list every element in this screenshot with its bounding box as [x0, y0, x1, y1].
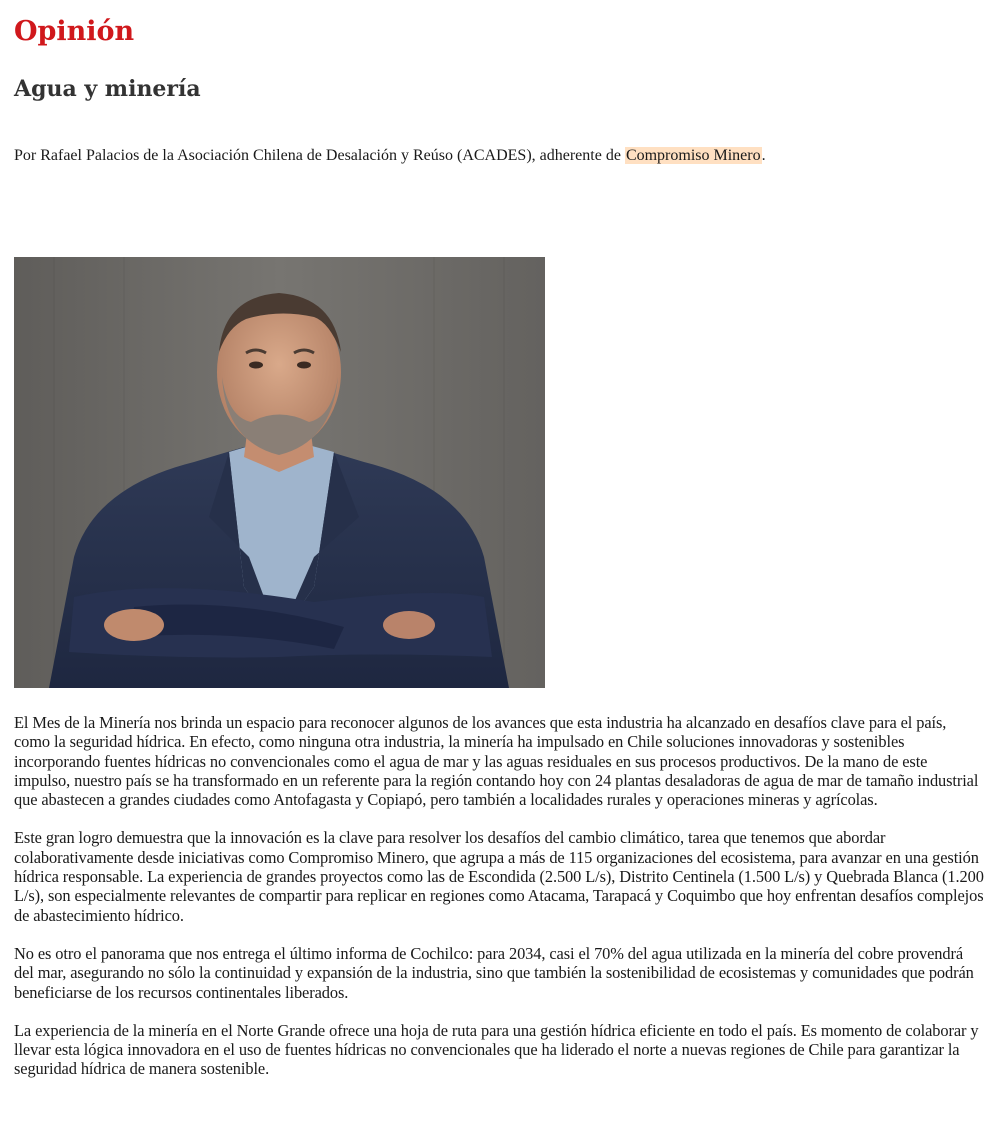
byline-suffix: . — [761, 147, 766, 164]
article-paragraph: No es otro el panorama que nos entrega el último informa de Cochilco: para 2034, casi el 70% del agua utilizada en la minería del cobre provendrá del mar, asegurando no sólo la continuidad y expansión de la industria, sino que también la sostenibilidad de ecosistemas y comunidades que podrán beneficiarse de los recursos continentales liberados. — [14, 943, 974, 1002]
author-portrait-illustration — [14, 257, 545, 688]
article-byline — [14, 146, 766, 166]
compromiso-minero-link[interactable]: Compromiso Minero — [625, 147, 761, 164]
section-label[interactable]: Opinión — [14, 16, 135, 47]
article-paragraph: Este gran logro demuestra que la innovación es la clave para resolver los desafíos del cambio climático, tarea que tenemos que abordar colaborativamente desde iniciativas como Compromiso Minero, que agrupa a más de 115 organizaciones del ecosistema, para avanzar en una gestión hídrica responsable. La experiencia de grandes proyectos como las de Escondida (2.500 L/s), Distrito Centinela (1.500 L/s) y Quebrada Blanca (1.200 L/s), son especialmente relevantes de compartir para replicar en regiones como Atacama, Tarapacá y Coquimbo que hoy enfrentan desafíos complejos de abastecimiento hídrico. — [14, 828, 984, 925]
author-photo — [14, 257, 545, 688]
article-title: Agua y minería — [14, 76, 201, 102]
byline-text: Por Rafael Palacios de la Asociación Chilena de Desalación y Reúso (ACADES), adherente de — [14, 147, 625, 164]
article-body — [14, 713, 986, 1098]
article-paragraph: El Mes de la Minería nos brinda un espacio para reconocer algunos de los avances que esta industria ha alcanzado en desafíos clave para el país, como la seguridad hídrica. En efecto, como ninguna otra industria, la minería ha impulsado en Chile soluciones innovadoras y sostenibles incorporando fuentes hídricas no convencionales como el agua de mar y las aguas residuales en sus procesos productivos. De la mano de este impulso, nuestro país se ha transformado en un referente para la región contando hoy con 24 plantas desaladoras de agua de mar de tamaño industrial que abastecen a grandes ciudades como Antofagasta y Copiapó, pero también a localidades rurales y operaciones mineras y agrícolas. — [14, 713, 979, 810]
article-paragraph: La experiencia de la minería en el Norte Grande ofrece una hoja de ruta para una gestión hídrica eficiente en todo el país. Es momento de colaborar y llevar esta lógica innovadora en el uso de fuentes hídricas no convencionales que ha liderado el norte a nuevas regiones de Chile para garantizar la seguridad hídrica de manera sostenible. — [14, 1020, 979, 1079]
